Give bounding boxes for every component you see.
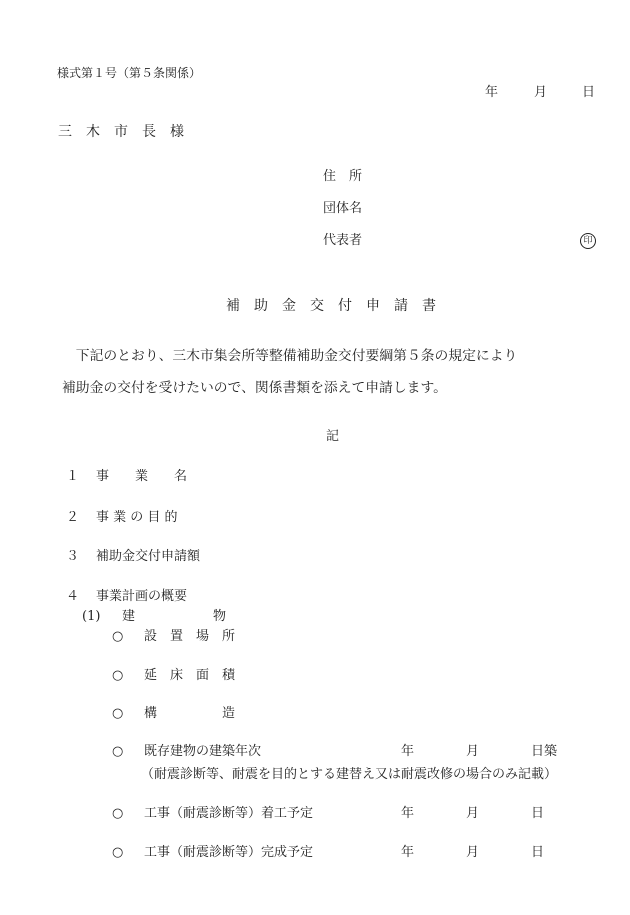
build-year-note: （耐震診断等、耐震を目的とする建替え又は耐震改修の場合のみ記載）: [141, 767, 558, 782]
item-2-number: ２: [66, 510, 80, 525]
date-day-label: 日: [582, 85, 596, 100]
subsection-label: 建 物: [122, 609, 227, 624]
subsection-number: (1): [82, 609, 101, 624]
body-text-line-2: 補助金の交付を受けたいので、関係書類を添えて申請します。: [62, 380, 447, 396]
circle-mark: ○: [112, 806, 124, 821]
circle-mark: ○: [112, 744, 124, 759]
structure-label: 構 造: [144, 706, 236, 721]
form-number: 様式第１号（第５条関係）: [57, 66, 202, 80]
item-1-label: 事 業 名: [96, 469, 188, 484]
construction-start-label: 工事（耐震診断等）着工予定: [144, 806, 314, 821]
construction-finish-month-label: 月: [466, 845, 480, 860]
construction-start-year-label: 年: [401, 806, 415, 821]
construction-finish-day-label: 日: [531, 845, 545, 860]
circle-mark: ○: [112, 629, 124, 644]
item-4-number: ４: [66, 589, 80, 604]
ki-heading: 記: [326, 429, 340, 444]
circle-mark: ○: [112, 706, 124, 721]
organization-label: 団体名: [323, 201, 363, 216]
item-1-number: １: [66, 469, 80, 484]
representative-label: 代表者: [323, 233, 363, 248]
construction-start-day-label: 日: [531, 806, 545, 821]
circle-mark: ○: [112, 668, 124, 683]
construction-finish-year-label: 年: [401, 845, 415, 860]
document-title: 補 助 金 交 付 申 請 書: [226, 298, 436, 314]
date-year-label: 年: [485, 85, 499, 100]
item-4-label: 事業計画の概要: [96, 589, 188, 604]
item-3-number: ３: [66, 549, 80, 564]
addressee: 三 木 市 長 様: [58, 124, 184, 140]
body-text-line-1: 下記のとおり、三木市集会所等整備補助金交付要綱第５条の規定により: [62, 348, 518, 364]
site-label: 設 置 場 所: [144, 629, 236, 644]
date-month-label: 月: [534, 85, 548, 100]
build-year-year-label: 年: [401, 744, 415, 759]
seal-mark: 印: [580, 233, 596, 249]
build-year-day-label: 日築: [531, 744, 558, 759]
item-3-label: 補助金交付申請額: [96, 549, 201, 564]
build-year-month-label: 月: [466, 744, 480, 759]
floor-area-label: 延 床 面 積: [144, 668, 236, 683]
circle-mark: ○: [112, 845, 124, 860]
build-year-label: 既存建物の建築年次: [144, 744, 262, 759]
address-label: 住 所: [323, 169, 363, 184]
item-2-label: 事 業 の 目 的: [96, 510, 178, 525]
construction-finish-label: 工事（耐震診断等）完成予定: [144, 845, 314, 860]
construction-start-month-label: 月: [466, 806, 480, 821]
